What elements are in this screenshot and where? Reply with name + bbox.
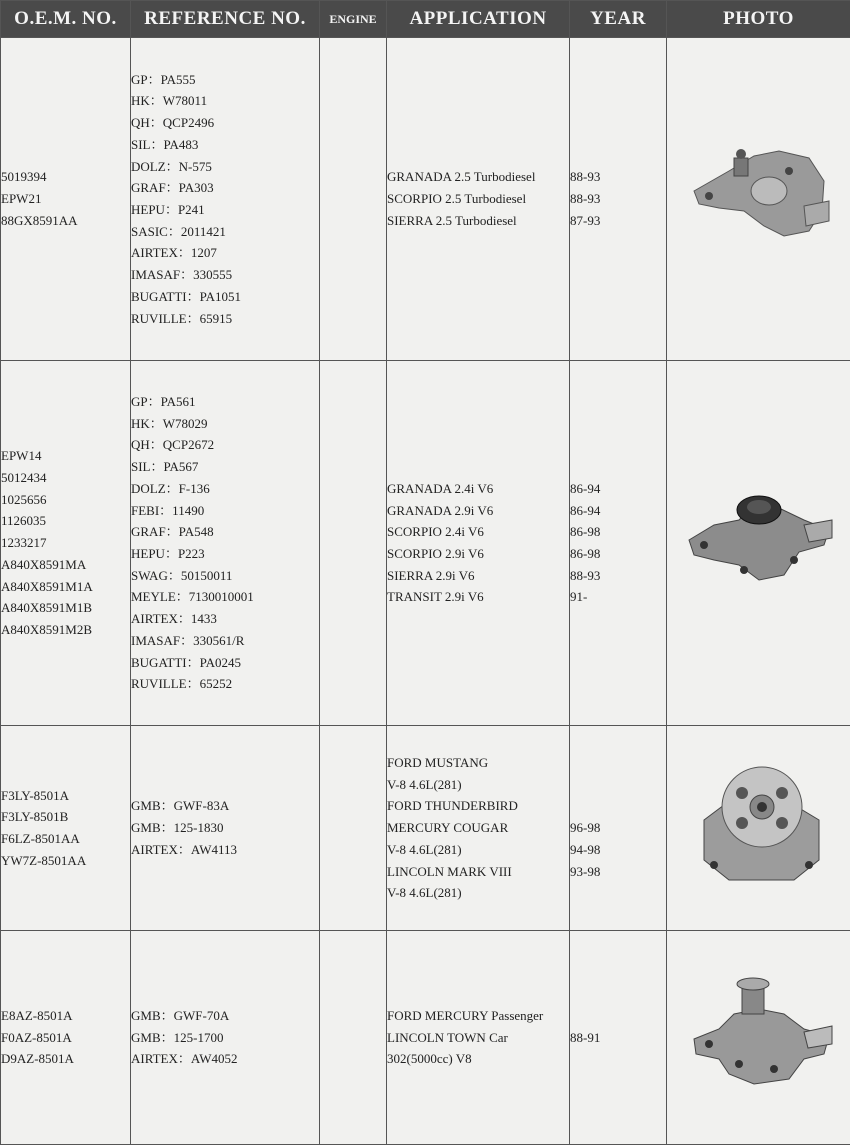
application-cell (387, 38, 570, 361)
year-cell (570, 38, 667, 361)
water-pump-icon (684, 974, 834, 1094)
oem-cell-line: F3LY-8501A (1, 785, 130, 807)
application-cell (387, 361, 570, 726)
reference-cell-line: GP：PA555 (131, 69, 319, 91)
oem-cell-line: 5019394 (1, 166, 130, 188)
reference-cell (131, 931, 320, 1145)
year-cell-line: 93-98 (570, 861, 666, 883)
oem-cell-line: EPW21 (1, 188, 130, 210)
table-row (1, 361, 850, 726)
header-reference: REFERENCE NO. (131, 1, 320, 38)
reference-cell-line: QH：QCP2496 (131, 112, 319, 134)
photo-cell (667, 361, 850, 726)
oem-cell (1, 931, 131, 1145)
reference-cell (131, 361, 320, 726)
reference-cell-line: AIRTEX：AW4052 (131, 1048, 319, 1070)
application-cell-line: V-8 4.6L(281) (387, 774, 569, 796)
oem-cell (1, 38, 131, 361)
reference-cell-line: BUGATTI：PA0245 (131, 652, 319, 674)
oem-cell-line: A840X8591M2B (1, 619, 130, 641)
header-application: APPLICATION (387, 1, 570, 38)
reference-cell-line: HEPU：P223 (131, 543, 319, 565)
year-cell-line: 91- (570, 586, 666, 608)
application-cell-line: SCORPIO 2.9i V6 (387, 543, 569, 565)
reference-cell-line: MEYLE：7130010001 (131, 586, 319, 608)
year-cell-line: 96-98 (570, 817, 666, 839)
reference-cell-line: HK：W78011 (131, 90, 319, 112)
application-cell (387, 726, 570, 931)
application-cell-line: GRANADA 2.9i V6 (387, 500, 569, 522)
photo-cell (667, 726, 850, 931)
reference-cell-line: SASIC：2011421 (131, 221, 319, 243)
oem-cell-line: D9AZ-8501A (1, 1048, 130, 1070)
engine-cell (320, 726, 387, 931)
oem-cell-line: A840X8591M1B (1, 597, 130, 619)
application-cell-line: GRANADA 2.5 Turbodiesel (387, 166, 569, 188)
reference-cell-line: HK：W78029 (131, 413, 319, 435)
oem-cell-line: A840X8591M1A (1, 576, 130, 598)
photo-cell (667, 38, 850, 361)
application-cell-line: SIERRA 2.5 Turbodiesel (387, 210, 569, 232)
reference-cell (131, 726, 320, 931)
reference-cell-line: SIL：PA567 (131, 456, 319, 478)
application-cell-line: FORD MUSTANG (387, 752, 569, 774)
engine-cell (320, 38, 387, 361)
year-cell-line: 88-93 (570, 565, 666, 587)
year-cell (570, 726, 667, 931)
year-cell-line: 88-93 (570, 166, 666, 188)
oem-cell (1, 726, 131, 931)
reference-cell-line: GMB：GWF-70A (131, 1005, 319, 1027)
reference-cell-line: AIRTEX：AW4113 (131, 839, 319, 861)
application-cell-line: GRANADA 2.4i V6 (387, 478, 569, 500)
engine-cell (320, 931, 387, 1145)
table-row (1, 726, 850, 931)
oem-cell-line: F3LY-8501B (1, 806, 130, 828)
application-cell-line: LINCOLN MARK VIII (387, 861, 569, 883)
application-cell-line: 302(5000cc) V8 (387, 1048, 569, 1070)
reference-cell-line: FEBI：11490 (131, 500, 319, 522)
oem-cell-line: 5012434 (1, 467, 130, 489)
application-cell-line: LINCOLN TOWN Car (387, 1027, 569, 1049)
water-pump-icon (684, 136, 834, 256)
header-photo: PHOTO (667, 1, 850, 38)
application-cell-line: V-8 4.6L(281) (387, 839, 569, 861)
reference-cell-line: IMASAF：330561/R (131, 630, 319, 652)
application-cell-line: SCORPIO 2.4i V6 (387, 521, 569, 543)
reference-cell-line: GRAF：PA548 (131, 521, 319, 543)
engine-cell (320, 361, 387, 726)
reference-cell-line: GP：PA561 (131, 391, 319, 413)
year-cell-line: 86-94 (570, 478, 666, 500)
oem-cell-line: EPW14 (1, 445, 130, 467)
water-pump-icon (684, 480, 834, 600)
reference-cell-line: BUGATTI：PA1051 (131, 286, 319, 308)
reference-cell-line: AIRTEX：1207 (131, 242, 319, 264)
reference-cell-line: QH：QCP2672 (131, 434, 319, 456)
oem-cell-line: E8AZ-8501A (1, 1005, 130, 1027)
year-cell (570, 361, 667, 726)
oem-cell-line: F0AZ-8501A (1, 1027, 130, 1049)
year-cell-line: 94-98 (570, 839, 666, 861)
oem-cell-line: F6LZ-8501AA (1, 828, 130, 850)
application-cell-line: MERCURY COUGAR (387, 817, 569, 839)
year-cell-line: 87-93 (570, 210, 666, 232)
year-cell-line: 86-98 (570, 543, 666, 565)
reference-cell-line: SIL：PA483 (131, 134, 319, 156)
photo-cell (667, 931, 850, 1145)
table-row (1, 38, 850, 361)
oem-cell-line: 1233217 (1, 532, 130, 554)
application-cell (387, 931, 570, 1145)
oem-cell-line: 1126035 (1, 510, 130, 532)
reference-cell-line: DOLZ：F-136 (131, 478, 319, 500)
header-year: YEAR (570, 1, 667, 38)
reference-cell-line: DOLZ：N-575 (131, 156, 319, 178)
year-cell-line: 86-98 (570, 521, 666, 543)
header-engine: ENGINE (320, 1, 387, 38)
application-cell-line: V-8 4.6L(281) (387, 882, 569, 904)
reference-cell (131, 38, 320, 361)
application-cell-line: FORD MERCURY Passenger (387, 1005, 569, 1027)
reference-cell-line: RUVILLE：65915 (131, 308, 319, 330)
reference-cell-line: IMASAF：330555 (131, 264, 319, 286)
oem-cell-line: 88GX8591AA (1, 210, 130, 232)
oem-cell-line: YW7Z-8501AA (1, 850, 130, 872)
header-row (1, 1, 850, 38)
year-cell-line: 86-94 (570, 500, 666, 522)
reference-cell-line: RUVILLE：65252 (131, 673, 319, 695)
reference-cell-line: AIRTEX：1433 (131, 608, 319, 630)
table-row (1, 931, 850, 1145)
application-cell-line: SCORPIO 2.5 Turbodiesel (387, 188, 569, 210)
application-cell-line: TRANSIT 2.9i V6 (387, 586, 569, 608)
year-cell-line: 88-93 (570, 188, 666, 210)
year-cell (570, 931, 667, 1145)
oem-cell (1, 361, 131, 726)
reference-cell-line: GRAF：PA303 (131, 177, 319, 199)
reference-cell-line: SWAG：50150011 (131, 565, 319, 587)
oem-cell-line: 1025656 (1, 489, 130, 511)
oem-cell-line: A840X8591MA (1, 554, 130, 576)
reference-cell-line: HEPU：P241 (131, 199, 319, 221)
year-cell-line: 88-91 (570, 1027, 666, 1049)
reference-cell-line: GMB：125-1830 (131, 817, 319, 839)
header-oem: O.E.M. NO. (1, 1, 131, 38)
reference-cell-line: GMB：GWF-83A (131, 795, 319, 817)
reference-cell-line: GMB：125-1700 (131, 1027, 319, 1049)
application-cell-line: FORD THUNDERBIRD (387, 795, 569, 817)
application-cell-line: SIERRA 2.9i V6 (387, 565, 569, 587)
water-pump-icon (684, 765, 834, 885)
